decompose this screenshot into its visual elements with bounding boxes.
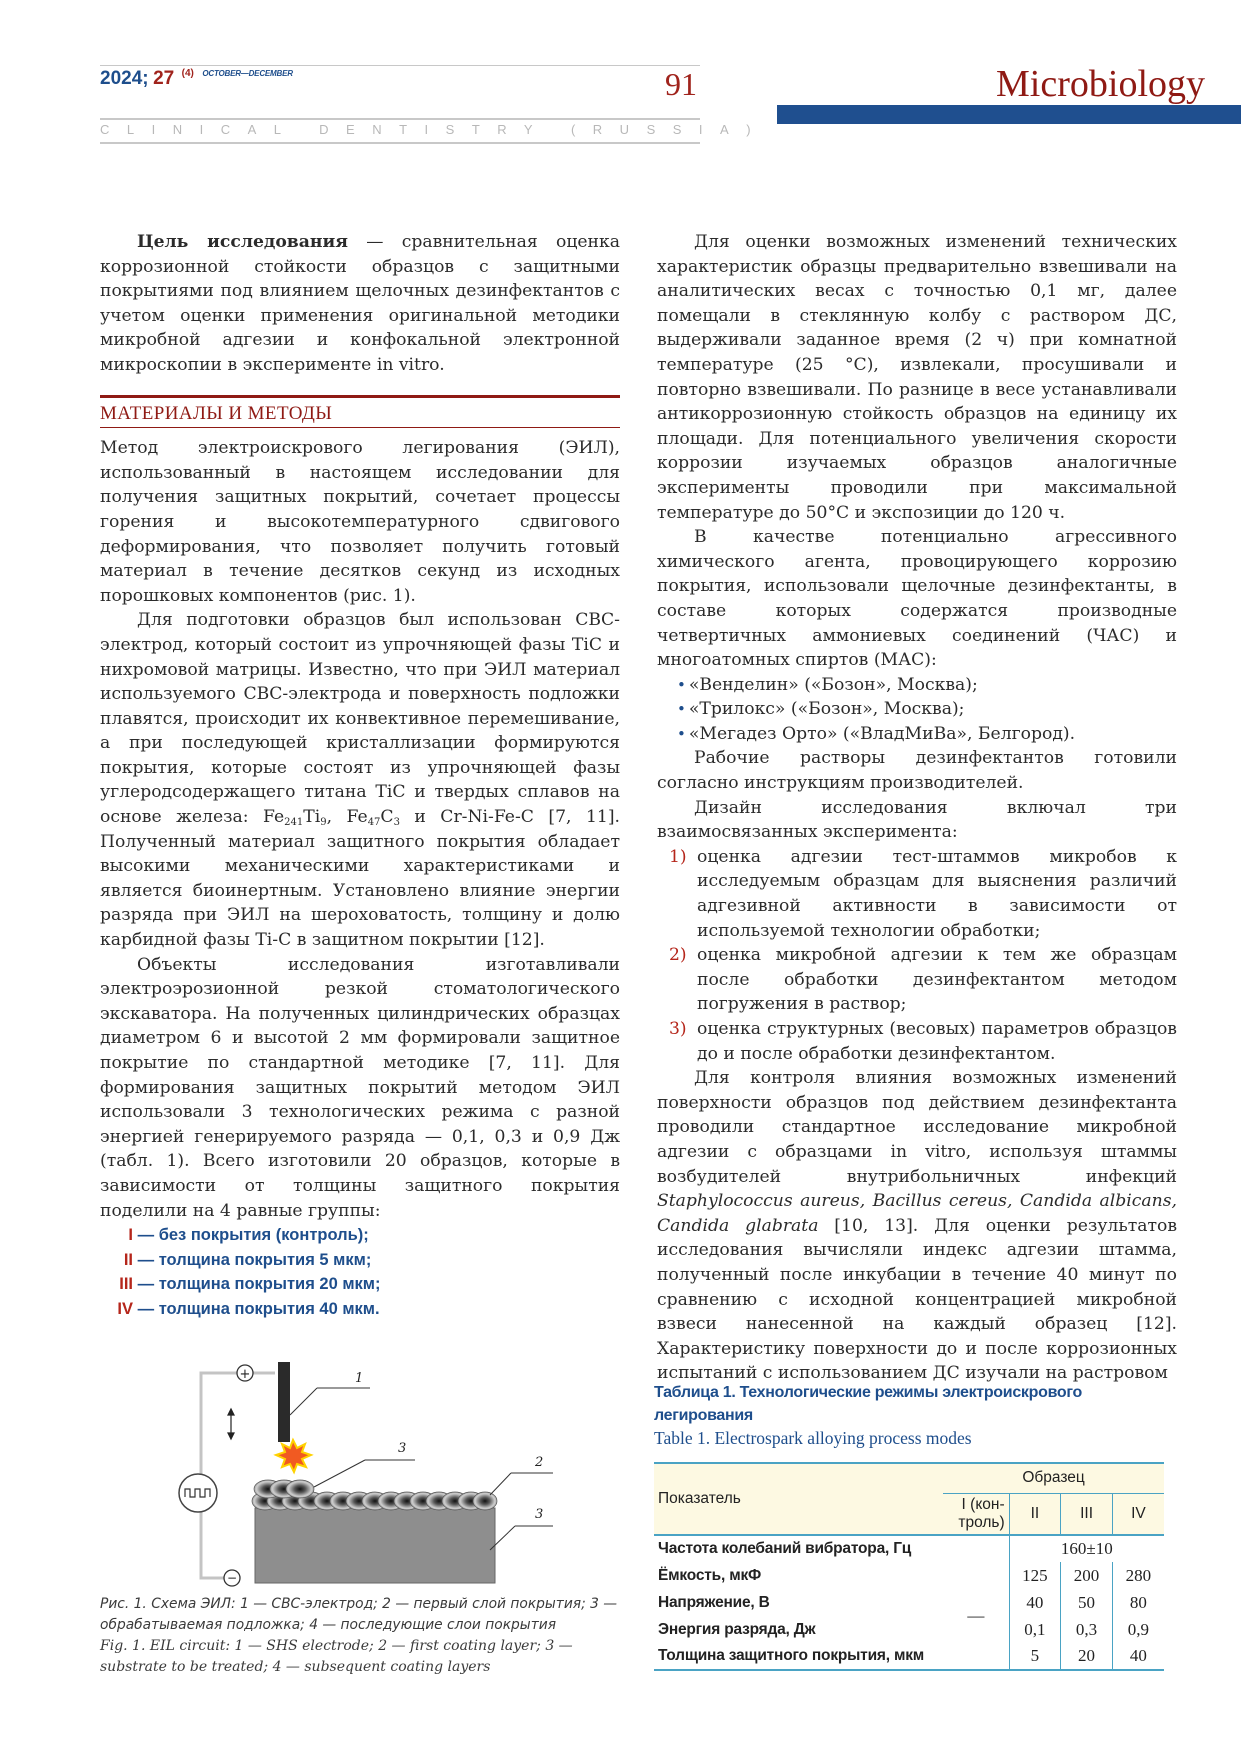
issue-volume: 27 xyxy=(153,68,175,89)
header-col-4: IV xyxy=(1112,1493,1164,1535)
step-number: 2) xyxy=(669,945,687,966)
header-col-3: III xyxy=(1061,1493,1113,1535)
group-text: толщина покрытия 20 мкм; xyxy=(158,1275,381,1294)
label-3-bottom: 3 xyxy=(535,1507,544,1522)
header-rule-top xyxy=(100,65,700,66)
group-number: III xyxy=(119,1275,133,1294)
figure-caption-ru: Рис. 1. Схема ЭИЛ: 1 — СВС-электрод; 2 — первый слой покрытия; 3 — обрабатываемая подложка; 4 — последующие слои покрытия xyxy=(100,1596,618,1633)
row-label: Энергия разряда, Дж xyxy=(658,1620,816,1638)
journal-name: CLINICAL DENTISTRY (RUSSIA) xyxy=(100,122,769,137)
leader-line xyxy=(490,1473,511,1495)
row-label: Ёмкость, мкФ xyxy=(658,1566,762,1584)
group-item: III — толщина покрытия 20 мкм; xyxy=(100,1272,620,1297)
subscript: 3 xyxy=(393,817,400,829)
aim-paragraph xyxy=(100,230,620,378)
issue-info xyxy=(100,68,293,90)
step-number: 1) xyxy=(669,846,687,867)
step-text: оценка структурных (весовых) параметров образцов до и после обработки дезинфектантом. xyxy=(697,1019,1177,1064)
text-run: и Cr-Ni-Fe-C [7, 11]. Полученный материал защитного покрытия обладает высокими механическими характеристиками и является биоинертным. Установлено влияние энергии разряда при ЭИЛ на шероховатость, толщину и долю карбидной фазы Ti-C в защитном покрытии [12]. xyxy=(100,807,620,951)
group-number: IV xyxy=(117,1299,133,1318)
plus-label: + xyxy=(239,1367,251,1382)
table-title-en: Table 1. Electrospark alloying process modes xyxy=(654,1428,972,1448)
group-item: IV — толщина покрытия 40 мкм. xyxy=(100,1297,620,1322)
group-number: I xyxy=(128,1226,133,1245)
experiment-list xyxy=(657,845,1177,1066)
disinfectant-list xyxy=(657,673,1177,747)
cell-value: 40 xyxy=(1009,1589,1061,1616)
group-text: толщина покрытия 5 мкм; xyxy=(158,1250,372,1269)
table-row xyxy=(654,1643,1164,1670)
subsequent-coating-layer xyxy=(254,1480,314,1498)
table-row xyxy=(654,1589,1164,1616)
right-paragraph-3: Рабочие растворы дезинфектантов готовили согласно инструкциям производителей. xyxy=(657,748,1177,794)
leader-line xyxy=(314,1460,365,1487)
list-item xyxy=(657,1017,1177,1066)
cell-value: 0,1 xyxy=(1009,1616,1061,1643)
aim-text: — сравнительная оценка коррозионной стойкости образцов с защитными покрытиями под влиянием щелочных дезинфектантов с учетом оценки применения оригинальной методики микробной адгезии и конфокальной электронной микроскопии в эксперименте in vitro. xyxy=(100,232,621,375)
vibration-arrow-icon xyxy=(228,1409,234,1439)
step-number: 3) xyxy=(669,1019,687,1039)
cell-control: — xyxy=(967,1605,985,1625)
text-run: Ti xyxy=(303,807,321,828)
cell-value: 125 xyxy=(1009,1562,1061,1589)
section-title: Microbiology xyxy=(996,63,1205,105)
table-row xyxy=(654,1562,1164,1589)
issue-months: OCTOBER—DECEMBER xyxy=(202,69,293,78)
cell-value: 0,3 xyxy=(1061,1616,1113,1643)
spark-icon xyxy=(276,1440,311,1472)
header-rule-bottom xyxy=(100,142,700,144)
label-1: 1 xyxy=(355,1371,364,1386)
cell-empty xyxy=(943,1535,1009,1562)
step-text: оценка адгезии тест-штаммов микробов к исследуемым образцам для выяснения различий адгезивной активности в зависимости от используемой технологии обработки; xyxy=(697,846,1177,941)
text-run: Для контроля влияния возможных изменений поверхности образцов под действием дезинфектанта проводили стандартное исследование микробной адгезии с образцами in vitro, используя штаммы возбудителей внутрибольничных инфекций xyxy=(657,1068,1177,1187)
subscript: 9 xyxy=(320,817,327,829)
row-label: Напряжение, В xyxy=(658,1593,770,1611)
list-item xyxy=(657,943,1177,1017)
header-rule-mid xyxy=(100,118,700,120)
eil-diagram xyxy=(175,1360,555,1590)
methods-paragraph-1: Метод электроискрового легирования (ЭИЛ), использованный в настоящем исследовании для получения защитных покрытий, сочетает процессы горения и высокотемпературного сдвигового деформирования, что позволяет получить готовый материал в течение десятков секунд из исходных порошковых компонентов (рис. 1). xyxy=(100,438,620,606)
process-modes-table xyxy=(654,1462,1164,1671)
text-run: [10, 13]. Для оценки результатов исследования вычисляли индекс адгезии штамма, полученный после инкубации в течение 40 минут по сравнению с исходной концентрацией микробной взвеси нанесенной на каждый образец [12]. Характеристику поверхности до и после коррозионных испытаний с использованием ДС изучали на растровом xyxy=(657,1215,1177,1384)
cell-value: 280 xyxy=(1112,1562,1164,1589)
left-column xyxy=(100,230,620,1322)
header-col-1: I (кон-троль) xyxy=(943,1493,1009,1535)
right-paragraph-5 xyxy=(657,1066,1177,1386)
aim-label: Цель исследования xyxy=(137,232,348,252)
cell-value: 5 xyxy=(1009,1643,1061,1670)
table-title xyxy=(654,1381,1174,1450)
cell-merged: 160±10 xyxy=(1009,1535,1164,1562)
text-run: Для подготовки образцов был использован СВС-электрод, который состоит из упрочняющей фазы TiC и нихромовой матрицы. Известно, что при ЭИЛ материал используемого СВС-электрода и поверхность подложки плавятся, происходит их конвективное перемешивание, а при последующей кристаллизации формируются покрытия, которые состоят из упрочняющей фазы углеродсодержащего титана TiC и твердых сплавов на основе железа: Fe xyxy=(100,610,620,828)
figure-caption xyxy=(100,1594,620,1678)
cell-value: 0,9 xyxy=(1112,1616,1164,1643)
right-paragraph-2: В качестве потенциально агрессивного химического агента, провоцирующего коррозию покрытия, использовали щелочные дезинфектанты, в составе которых содержатся производные четвертичных аммониевых соединений (ЧАС) и многоатомных спиртов (МАС): xyxy=(657,527,1177,671)
methods-paragraph-3: Объекты исследования изготавливали электроэрозионной резкой стоматологического экскаватора. На полученных цилиндрических образцах диаметром 6 и высотой 2 мм формировали защитное покрытие по стандартной методике [7, 11]. Для формирования защитных покрытий методом ЭИЛ использовали 3 технологических режима с разной энергией генерируемого разряда — 0,1, 0,3 и 0,9 Дж (табл. 1). Всего изготовили 20 образцов, которые в зависимости от толщины защитного покрытия поделили на 4 равные группы: xyxy=(100,954,620,1221)
table-row xyxy=(654,1535,1164,1562)
label-3-top: 3 xyxy=(398,1441,407,1456)
minus-label: − xyxy=(226,1571,238,1585)
cell-value: 50 xyxy=(1061,1589,1113,1616)
group-item: II — толщина покрытия 5 мкм; xyxy=(100,1248,620,1273)
substrate xyxy=(255,1508,495,1583)
table-title-ru: Таблица 1. Технологические режимы электроискрового легирования xyxy=(654,1384,1082,1424)
group-item: I — без покрытия (контроль); xyxy=(100,1223,620,1248)
header-sample-group: Образец xyxy=(943,1463,1164,1493)
group-list xyxy=(100,1223,620,1321)
issue-number: (4) xyxy=(181,68,194,79)
section-bar xyxy=(777,105,1241,124)
header-indicator: Показатель xyxy=(654,1463,943,1535)
group-number: II xyxy=(123,1250,133,1269)
cell-value: 20 xyxy=(1061,1643,1113,1670)
table-row xyxy=(654,1616,1164,1643)
leader-line xyxy=(290,1388,317,1415)
step-text: оценка микробной адгезии к тем же образцам после обработки дезинфектантом методом погружения в раствор; xyxy=(697,945,1177,1015)
right-paragraph-4: Дизайн исследования включал три взаимосвязанных эксперимента: xyxy=(657,797,1177,843)
species-names: Staphylococcus aureus, Bacillus cereus, Candida albicans, Candida glabrata xyxy=(657,1191,1177,1236)
cell-value: 200 xyxy=(1061,1562,1113,1589)
page-number: 91 xyxy=(665,66,697,102)
figure-caption-en: Fig. 1. EIL circuit: 1 — SHS electrode; 2 — first coating layer; 3 — substrate to be treated; 4 — subsequent coating layers xyxy=(100,1638,573,1675)
text-run: C xyxy=(380,807,394,828)
section-heading: МАТЕРИАЛЫ И МЕТОДЫ xyxy=(100,395,620,429)
issue-year: 2024; xyxy=(100,68,149,89)
row-label: Частота колебаний вибратора, Гц xyxy=(658,1540,912,1557)
subscript: 241 xyxy=(284,817,304,829)
cell-value: 80 xyxy=(1112,1589,1164,1616)
cell-value: 40 xyxy=(1112,1643,1164,1670)
list-item: • «Венделин» («Бозон», Москва); xyxy=(677,673,1177,698)
right-column xyxy=(657,230,1177,1386)
list-item xyxy=(657,845,1177,943)
electrode xyxy=(278,1362,290,1442)
header-col-2: II xyxy=(1009,1493,1061,1535)
methods-paragraph-2 xyxy=(100,608,620,952)
subscript: 47 xyxy=(367,817,381,829)
right-paragraph-1: Для оценки возможных изменений технических характеристик образцы предварительно взвешивали на аналитических весах с точностью 0,1 мг, далее помещали в стеклянную колбу с раствором ДС, выдерживали заданное время (2 ч) при комнатной температуре (25 °С), извлекали, просушивали и повторно взвешивали. По разнице в весе устанавливали антикоррозионную стойкость образцов на единицу их площади. Для потенциального увеличения скорости коррозии изучаемых образцов аналогичные эксперименты проводили при максимальной температуре до 50°С и экспозиции до 120 ч. xyxy=(657,232,1177,523)
text-run: , Fe xyxy=(326,807,368,828)
label-2: 2 xyxy=(535,1455,544,1470)
group-text: без покрытия (контроль); xyxy=(158,1226,369,1245)
row-label: Толщина защитного покрытия, мкм xyxy=(658,1647,925,1664)
list-item: • «Мегадез Орто» («ВладМиВа», Белгород). xyxy=(677,722,1177,747)
list-item: • «Трилокс» («Бозон», Москва); xyxy=(677,697,1177,722)
group-text: толщина покрытия 40 мкм. xyxy=(158,1299,380,1318)
